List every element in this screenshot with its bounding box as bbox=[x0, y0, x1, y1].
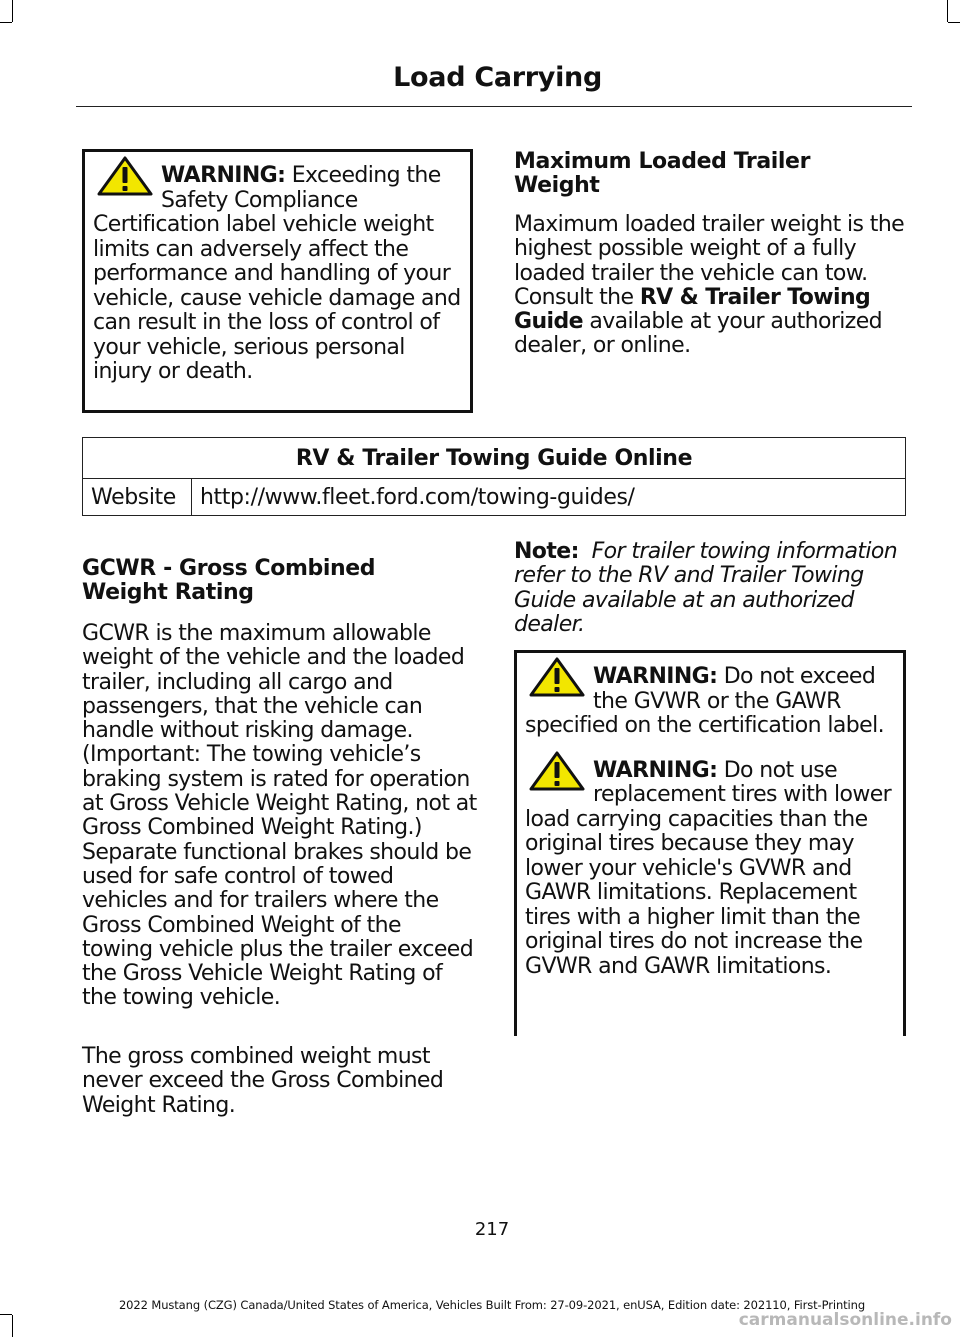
warning-text: Do not exceed the GVWR or the GAWR specified on the certification label. bbox=[525, 664, 884, 738]
towing-guide-table bbox=[82, 437, 906, 516]
warning-label: WARNING: bbox=[593, 757, 718, 783]
section-heading bbox=[514, 150, 810, 198]
warning-text: Do not use replacement tires with lower load carrying capacities than the original tires because they may lower your vehicle's GVWR and GAWR limitations. Replacement tires with a higher limit than the original tires do not increase the GVWR and GAWR limitations. bbox=[525, 757, 892, 979]
warning-box bbox=[82, 149, 473, 413]
warning-box bbox=[514, 650, 906, 1036]
heading-line: Maximum Loaded Trailer bbox=[514, 149, 811, 174]
crop-mark bbox=[947, 0, 948, 22]
warning-label: WARNING: bbox=[161, 163, 286, 188]
warning-paragraph bbox=[525, 665, 895, 739]
crop-mark bbox=[12, 1315, 13, 1337]
table-cell-key: Website bbox=[83, 479, 192, 516]
warning-triangle-icon bbox=[97, 156, 153, 196]
heading-line: GCWR - Gross Combined bbox=[82, 556, 376, 581]
header-rule bbox=[76, 106, 912, 107]
warning-label: WARNING: bbox=[593, 664, 718, 689]
table-cell-url: http://www.fleet.ford.com/towing-guides/ bbox=[192, 479, 906, 516]
section-heading bbox=[82, 557, 375, 605]
note-text: For trailer towing information refer to the RV and Trailer Towing Guide available at an authorized dealer. bbox=[514, 539, 898, 637]
footer-info: 2022 Mustang (CZG) Canada/United States of America, Vehicles Built From: 27-09-2021, enUSA, Edition date: 202110, First-Printing bbox=[118, 1298, 866, 1312]
body-paragraph bbox=[514, 213, 910, 359]
guide-title-bold: RV & Trailer Towing Guide bbox=[514, 284, 871, 335]
crop-mark bbox=[0, 1314, 12, 1315]
heading-line: Weight Rating bbox=[82, 580, 254, 605]
body-paragraph: The gross combined weight must never exceed the Gross Combined Weight Rating. bbox=[82, 1044, 444, 1118]
table-row bbox=[83, 479, 906, 516]
warning-paragraph bbox=[525, 751, 895, 980]
crop-mark bbox=[948, 22, 960, 23]
warning-triangle-icon bbox=[529, 657, 585, 697]
body-paragraph: GCWR is the maximum allowable weight of the vehicle and the loaded trailer, including all cargo and passengers, that the vehicle can handle without risking damage. (Important: The towing vehicle’s braking system is rated for operation at Gross Vehicle Weight Rating, not at Gross Combined Weight Rating.) Separate functional brakes should be used for safe control of towed vehicles and for trailers where the Gross Combined Weight of the towing vehicle plus the trailer exceed the Gross Vehicle Weight Rating of the towing vehicle. bbox=[82, 621, 477, 1011]
warning-triangle-icon bbox=[529, 751, 585, 791]
warning-text: Exceeding the Safety Compliance Certification label vehicle weight limits can adversely affect the performance and handling of your vehicle, cause vehicle damage and can result in the loss of control of your vehicle, serious personal injury or death. bbox=[93, 163, 461, 384]
crop-mark bbox=[0, 22, 12, 23]
heading-line: Weight bbox=[514, 173, 600, 198]
paragraph-text: Maximum loaded trailer weight is the highest possible weight of a fully loaded trailer the vehicle can tow. Consult the bbox=[514, 212, 905, 310]
page-title: Load Carrying bbox=[393, 62, 602, 93]
watermark: carmanualsonline.info bbox=[738, 1310, 952, 1330]
table-title: RV & Trailer Towing Guide Online bbox=[83, 438, 906, 479]
note-paragraph bbox=[514, 540, 904, 637]
page-number: 217 bbox=[474, 1219, 510, 1240]
paragraph-text: available at your authorized dealer, or online. bbox=[514, 309, 883, 359]
note-label: Note: bbox=[514, 539, 579, 564]
crop-mark bbox=[12, 0, 13, 22]
